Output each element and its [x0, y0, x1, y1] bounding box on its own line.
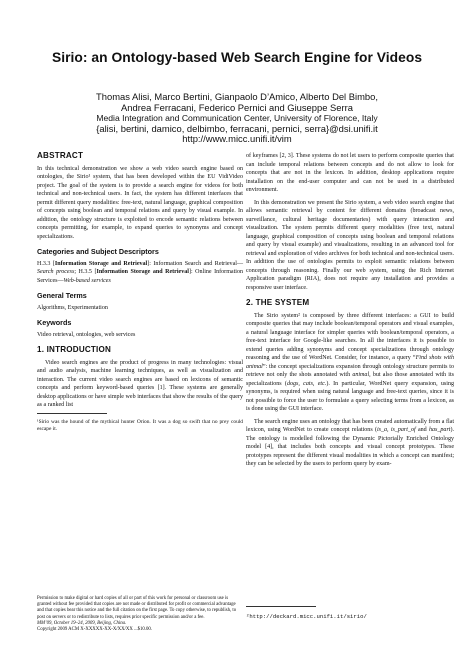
permission-notice: [37, 596, 243, 633]
author-emails: {alisi, bertini, damico, delbimbo, ferracani, pernici, serra}@dsi.unifi.it: [96, 122, 378, 134]
footnote-1: ¹Sirio was the hound of the mythical hunter Orion. It was a dog so swift that no prey could escape it.: [37, 418, 243, 433]
venue-line: MM’09, October 19–24, 2009, Beijing, China.: [37, 620, 127, 626]
footnote-rule-right: [246, 606, 316, 607]
keywords-text: Video retrieval, ontologies, web services: [37, 331, 136, 338]
abstract-heading: ABSTRACT: [37, 151, 84, 160]
general-terms-text: Algorithms, Experimentation: [37, 304, 108, 311]
introduction-heading: 1. INTRODUCTION: [37, 345, 112, 354]
footnote-2[interactable]: ²http://deckard.micc.unifi.it/sirio/: [246, 612, 367, 620]
authors-line-2: Andrea Ferracani, Federico Pernici and Giuseppe Serra: [121, 101, 353, 113]
lab-url: http://www.micc.unifi.it/vim: [182, 133, 292, 145]
introduction-text: Video search engines are the product of progress in many technologies: visual and audio analysis, machine learning techniques, as well as visualization and interaction. The current video search engines are based on lexicons of semantic concepts and perform keyword-based queries [1]. These systems are generally desktop applications or have simple web interfaces that show the results of the query as a ranked list: [37, 359, 243, 408]
abstract-text: In this technical demonstration we show a web video search engine based on ontologies, the Sirio¹ system, that has been developed within the EU VidiVideo project. The goal of the system is to provide a search engine for videos for both technical and non-technical users. In fact, the system has different interfaces that permit different query modalities: free-text, natural language, graphical composition of concepts using boolean and temporal relations and query by visual example. In addition, the ontology structure is exploited to encode semantic relations between concepts permitting, for example, to expand queries to synonyms and concept specializations.: [37, 165, 243, 240]
system-paragraph-1: The Sirio system² is composed by three different interfaces: a GUI to build composite queries that may include boolean/temporal operators and visual examples, a natural language interface for simpler queries with boolean/temporal operators, a free-text interface for Google-like searches. In all the interfaces it is possible to extend queries adding synonyms and concept specializations through ontology reasoning and the use of WordNet. Consider, for instance, a query “Find shots with animal”: the concept specializations expansion through ontology structure permits to retrieve not only the shots annotated with animal, but also those annotated with its specializations (dogs, cats, etc.). In particular, WordNet query expansion, using synonyms, is required when using natural language and free-text queries, since it is not possible to force the user to formulate a query selecting terms from a lexicon, as is done using the GUI interface.: [246, 312, 454, 412]
copyright-line: Copyright 2009 ACM X-XXXXX-XX-X/XX/XX ...$10.00.: [37, 627, 152, 633]
general-terms-heading: General Terms: [37, 291, 87, 300]
system-paragraph-2: The search engine uses an ontology that has been created automatically from a flat lexicon, using WordNet to create concept relations (is_a, is_part_of and has_part). The ontology is modelled following the Dynamic Pictorially Enriched Ontology model [4], that includes both concepts and visual concept prototypes. These prototypes represent the different visual modalities in which a concept can manifest; they can be selected by the users to perform query by exam-: [246, 418, 455, 467]
authors-line-1: Thomas Alisi, Marco Bertini, Gianpaolo D’Amico, Alberto Del Bimbo,: [96, 91, 378, 102]
author-block: [0, 92, 474, 145]
paper-title: Sirio: an Ontology-based Web Search Engine for Videos: [51, 50, 423, 65]
continued-text: of keyframes [2, 3]. These systems do not let users to perform composite queries that can include temporal relations between concepts and do not allow to look for concepts that are not in the lexicon. In addition, desktop applications require installation on the end-user computer and can not be used in a distributed environment.: [246, 153, 454, 193]
footnote-rule: [37, 413, 107, 414]
demo-paragraph: In this demonstration we present the Sirio system, a web video search engine that allows semantic retrieval by content for different domains (broadcast news, surveillance, cultural heritage documentaries) with query interaction and visualization. The system permits different query modalities (free text, natural language, graphical composition of concepts using boolean and temporal relations and query by visual example) and visualizations, resulting in an advanced tool for retrieval and exploration of video archives for both technical and non-technical users. In addition the use of ontologies permits to exploit semantic relations between concepts through reasoning. Finally our web system, using the Rich Internet Application paradigm (RIA), does not require any installation and provides a responsive user interface.: [246, 199, 454, 291]
affiliation: Media Integration and Communication Center, University of Florence, Italy: [96, 113, 378, 124]
permission-text: Permission to make digital or hard copies of all or part of this work for personal or classroom use is granted without fee provided that copies are not made or distributed for profit or commercial advantage and that copies bear this notice and the full citation on the first page. To copy otherwise, to republish, to post on servers or to redistribute to lists, requires prior specific permission and/or a fee.: [37, 596, 237, 620]
left-column: [37, 152, 243, 439]
right-footnote-block: [246, 603, 454, 625]
keywords-heading: Keywords: [37, 318, 72, 327]
system-heading: 2. THE SYSTEM: [246, 298, 310, 307]
categories-heading: Categories and Subject Descriptors: [37, 247, 159, 256]
right-column: [246, 152, 454, 469]
categories-text: H.3.3 [Information Storage and Retrieval]: Information Search and Retrieval—Search process; H.3.5 [Information Storage and Retrieval]: Online Information Services—Web-based services: [37, 260, 243, 284]
